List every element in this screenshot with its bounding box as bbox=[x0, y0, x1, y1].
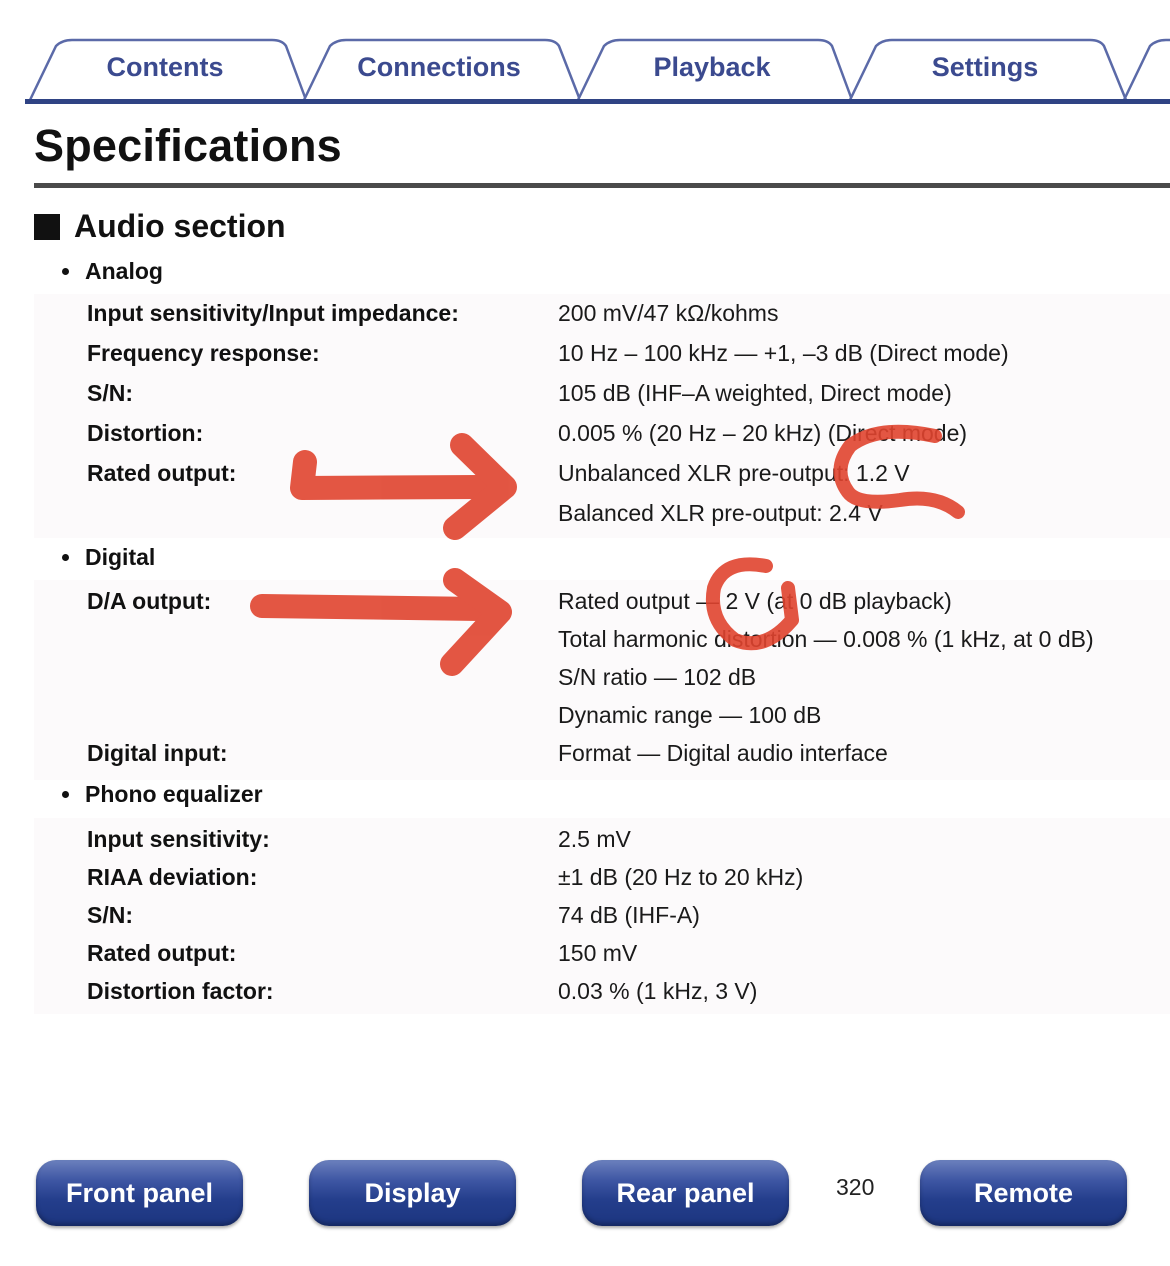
spec-label: Input sensitivity: bbox=[87, 826, 270, 852]
group-title-phono-text: Phono equalizer bbox=[85, 781, 263, 807]
bullet-icon bbox=[62, 554, 69, 561]
spec-value: 10 Hz – 100 kHz — +1, –3 dB (Direct mode) bbox=[558, 340, 1009, 366]
group-title-analog bbox=[62, 258, 163, 285]
spec-label: Input sensitivity/Input impedance: bbox=[87, 300, 459, 326]
spec-label: Distortion factor: bbox=[87, 978, 274, 1004]
spec-value: ±1 dB (20 Hz to 20 kHz) bbox=[558, 864, 804, 890]
tab-next-shape[interactable] bbox=[1124, 40, 1170, 100]
front-panel-button[interactable]: Front panel bbox=[36, 1160, 243, 1226]
tab-connections[interactable]: Connections bbox=[357, 52, 521, 82]
spec-label: RIAA deviation: bbox=[87, 864, 258, 890]
bullet-icon bbox=[62, 268, 69, 275]
tab-contents[interactable]: Contents bbox=[106, 52, 224, 82]
page-number: 320 bbox=[836, 1174, 875, 1200]
group-title-digital bbox=[62, 544, 155, 571]
remote-button[interactable]: Remote bbox=[920, 1160, 1127, 1226]
group-title-digital-text: Digital bbox=[85, 544, 156, 570]
spec-value: 2.5 mV bbox=[558, 826, 631, 852]
square-bullet-icon bbox=[34, 214, 60, 240]
spec-value: S/N ratio — 102 dB bbox=[558, 664, 757, 690]
spec-value: 0.005 % (20 Hz – 20 kHz) (Direct mode) bbox=[558, 420, 968, 446]
spec-label: Rated output: bbox=[87, 940, 237, 966]
spec-value: Unbalanced XLR pre-output: 1.2 V bbox=[558, 460, 910, 486]
spec-value: Total harmonic distortion — 0.008 % (1 kHz, at 0 dB) bbox=[558, 626, 1094, 652]
tab-rule bbox=[25, 99, 1170, 104]
spec-label: D/A output: bbox=[87, 588, 212, 614]
tab-playback[interactable]: Playback bbox=[653, 52, 771, 82]
bullet-icon bbox=[62, 791, 69, 798]
display-button[interactable]: Display bbox=[309, 1160, 516, 1226]
section-heading bbox=[34, 208, 286, 245]
group-title-analog-text: Analog bbox=[85, 258, 163, 284]
group-title-phono bbox=[62, 781, 263, 808]
rear-panel-button[interactable]: Rear panel bbox=[582, 1160, 789, 1226]
spec-label: Frequency response: bbox=[87, 340, 320, 366]
title-rule bbox=[34, 183, 1170, 188]
spec-label: S/N: bbox=[87, 380, 133, 406]
spec-label: Digital input: bbox=[87, 740, 228, 766]
spec-value: Format — Digital audio interface bbox=[558, 740, 888, 766]
spec-value: Balanced XLR pre-output: 2.4 V bbox=[558, 500, 883, 526]
spec-value: 105 dB (IHF–A weighted, Direct mode) bbox=[558, 380, 952, 406]
spec-value: Rated output — 2 V (at 0 dB playback) bbox=[558, 588, 952, 614]
spec-value: 74 dB (IHF-A) bbox=[558, 902, 700, 928]
page-title: Specifications bbox=[34, 120, 342, 171]
spec-label: S/N: bbox=[87, 902, 133, 928]
spec-label: Rated output: bbox=[87, 460, 237, 486]
spec-value: 200 mV/47 kΩ/kohms bbox=[558, 300, 779, 326]
digital-spec-table bbox=[34, 580, 1170, 780]
tab-settings[interactable]: Settings bbox=[931, 52, 1039, 82]
section-title: Audio section bbox=[74, 208, 286, 244]
spec-value: 150 mV bbox=[558, 940, 638, 966]
phono-spec-table bbox=[34, 818, 1170, 1014]
spec-value: Dynamic range — 100 dB bbox=[558, 702, 822, 728]
spec-value: 0.03 % (1 kHz, 3 V) bbox=[558, 978, 758, 1004]
spec-label: Distortion: bbox=[87, 420, 204, 446]
analog-spec-table bbox=[34, 294, 1170, 538]
